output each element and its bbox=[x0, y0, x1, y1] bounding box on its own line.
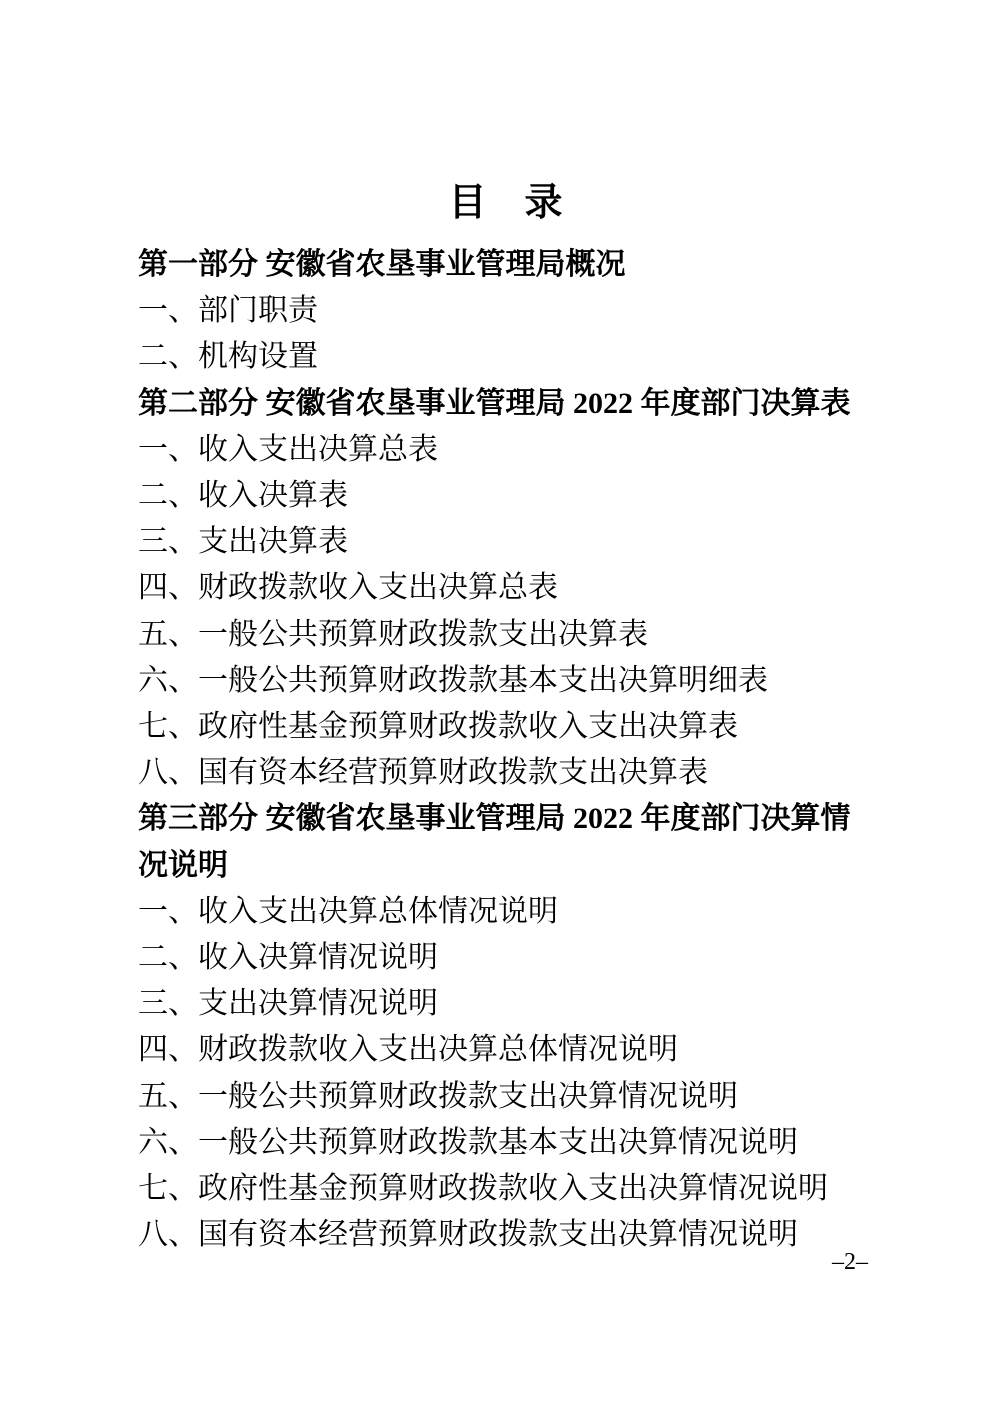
toc-heading-part1: 第一部分 安徽省农垦事业管理局概况 bbox=[138, 248, 626, 281]
toc-item: 四、财政拨款收入支出决算总体情况说明 bbox=[138, 1033, 678, 1067]
toc-item: 五、一般公共预算财政拨款支出决算表 bbox=[138, 617, 648, 651]
toc-item: 三、支出决算表 bbox=[138, 525, 348, 559]
toc-item: 一、收入支出决算总体情况说明 bbox=[138, 894, 558, 928]
toc-item: 五、一般公共预算财政拨款支出决算情况说明 bbox=[138, 1079, 738, 1113]
toc-item: 一、收入支出决算总表 bbox=[138, 432, 438, 466]
toc-item: 六、一般公共预算财政拨款基本支出决算明细表 bbox=[138, 663, 768, 697]
toc-item: 二、收入决算表 bbox=[138, 479, 348, 513]
toc-item: 一、部门职责 bbox=[138, 294, 318, 328]
toc-item: 七、政府性基金预算财政拨款收入支出决算表 bbox=[138, 710, 738, 744]
toc-item: 八、国有资本经营预算财政拨款支出决算情况说明 bbox=[138, 1218, 798, 1252]
toc-item: 二、机构设置 bbox=[138, 340, 318, 374]
toc-item: 四、财政拨款收入支出决算总表 bbox=[138, 571, 558, 605]
toc-item: 二、收入决算情况说明 bbox=[138, 941, 438, 975]
page-number: –2– bbox=[832, 1249, 868, 1275]
toc-item: 三、支出决算情况说明 bbox=[138, 987, 438, 1021]
toc-item: 七、政府性基金预算财政拨款收入支出决算情况说明 bbox=[138, 1172, 828, 1206]
toc-heading-part2: 第二部分 安徽省农垦事业管理局 2022 年度部门决算表 bbox=[138, 386, 851, 420]
page-title: 目 录 bbox=[448, 182, 563, 224]
toc-section-part1 bbox=[138, 242, 873, 381]
toc-item: 八、国有资本经营预算财政拨款支出决算表 bbox=[138, 756, 708, 790]
toc-section-part3 bbox=[138, 796, 873, 1258]
toc-section-part2 bbox=[138, 381, 873, 797]
toc-content bbox=[138, 180, 873, 1258]
toc-item: 六、一般公共预算财政拨款基本支出决算情况说明 bbox=[138, 1125, 798, 1159]
toc-heading-part3: 第三部分 安徽省农垦事业管理局 2022 年度部门决算情况说明 bbox=[138, 802, 851, 882]
